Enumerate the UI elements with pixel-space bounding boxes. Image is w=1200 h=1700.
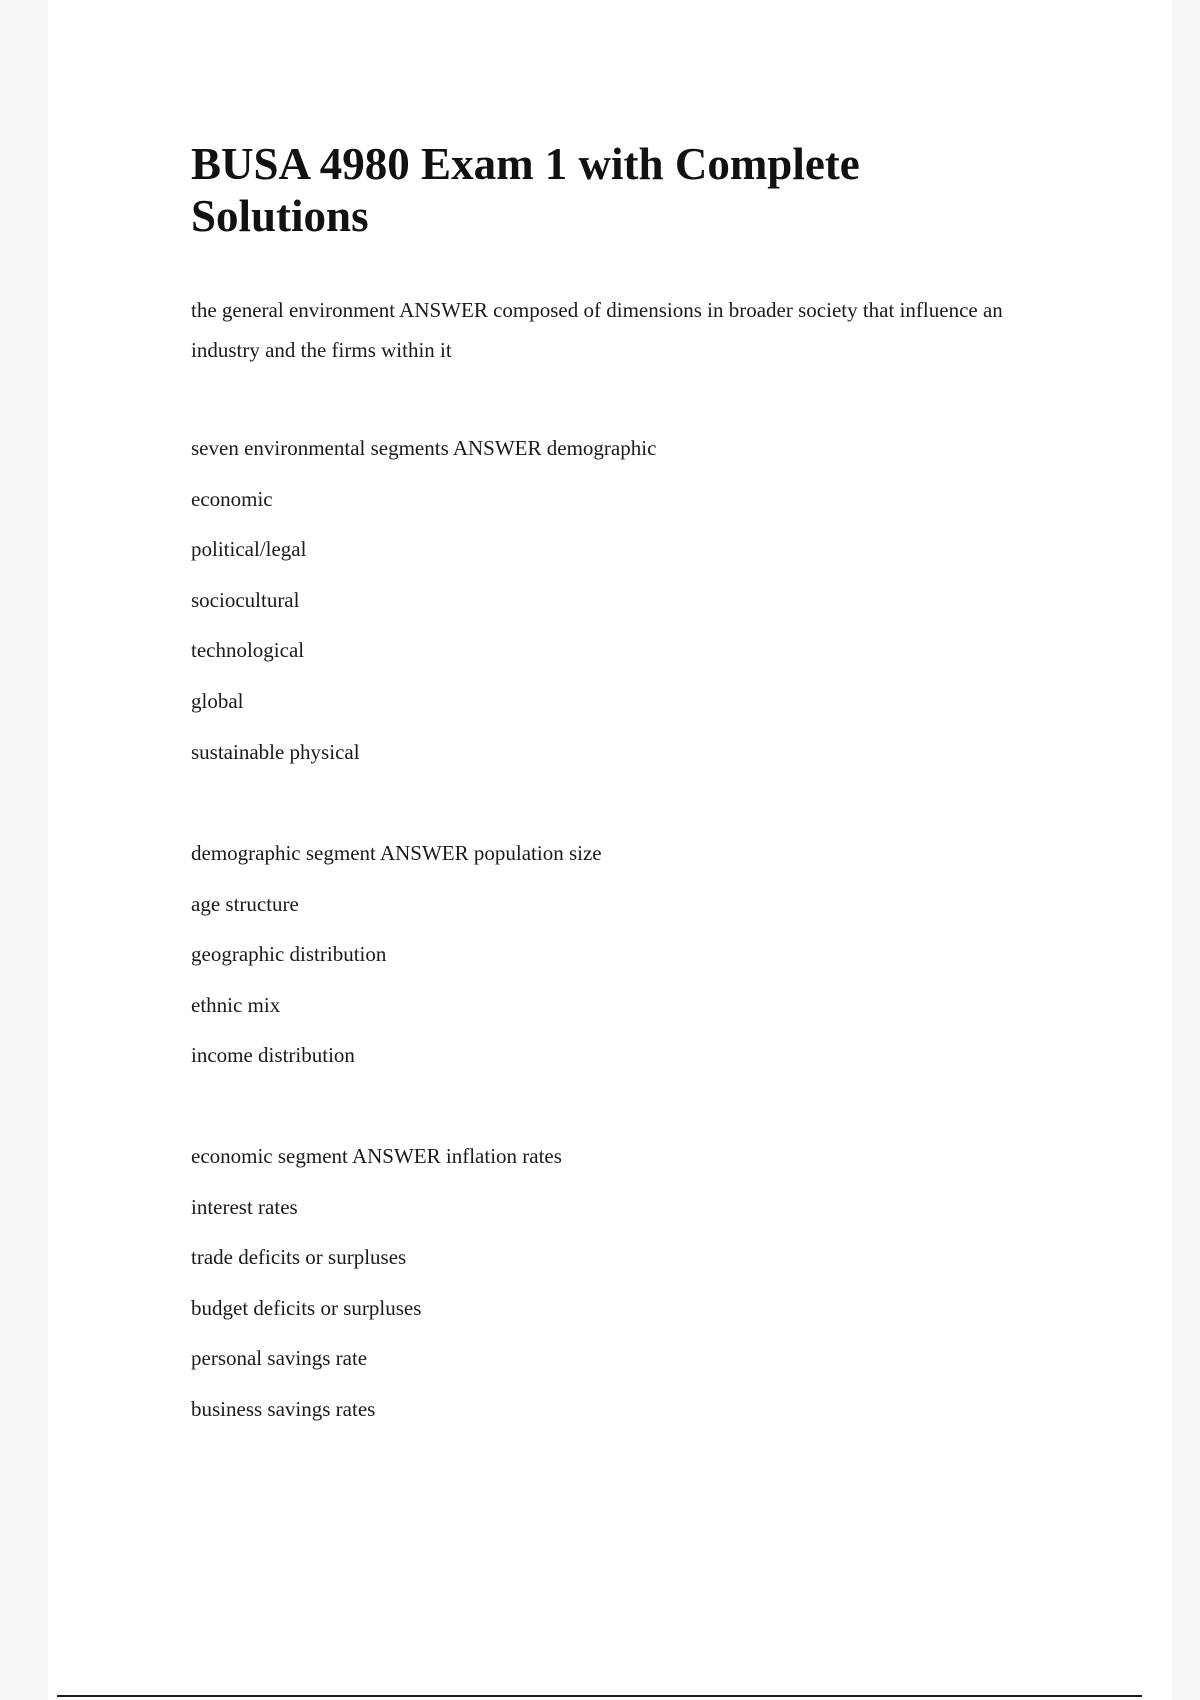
list-item: political/legal	[191, 537, 307, 562]
list-item: geographic distribution	[191, 942, 387, 967]
list-item: income distribution	[191, 1043, 355, 1068]
footer-divider	[57, 1695, 1142, 1697]
list-item: personal savings rate	[191, 1346, 368, 1371]
list-item: economic segment ANSWER inflation rates	[191, 1144, 562, 1168]
list-item: ethnic mix	[191, 992, 281, 1017]
environmental-segments-block	[191, 433, 656, 787]
list-item: technological	[191, 638, 305, 663]
list-item: budget deficits or surpluses	[191, 1295, 422, 1320]
list-item: business savings rates	[191, 1396, 376, 1421]
list-item: demographic segment ANSWER population size	[191, 841, 602, 865]
list-item: age structure	[191, 891, 299, 916]
intro-paragraph: the general environment ANSWER composed of dimensions in broader society that influence an industry and the firms within it	[191, 298, 1003, 362]
list-item: sustainable physical	[191, 739, 360, 764]
list-item: sociocultural	[191, 587, 300, 612]
list-item: global	[191, 688, 244, 713]
economic-segment-block	[191, 1141, 562, 1445]
list-item: economic	[191, 486, 273, 511]
document-title: BUSA 4980 Exam 1 with Complete Solutions	[191, 139, 860, 241]
document-page	[48, 0, 1172, 1700]
demographic-segment-block	[191, 838, 602, 1091]
list-item: seven environmental segments ANSWER demographic	[191, 436, 657, 460]
list-item: trade deficits or surpluses	[191, 1245, 407, 1270]
list-item: interest rates	[191, 1194, 298, 1219]
